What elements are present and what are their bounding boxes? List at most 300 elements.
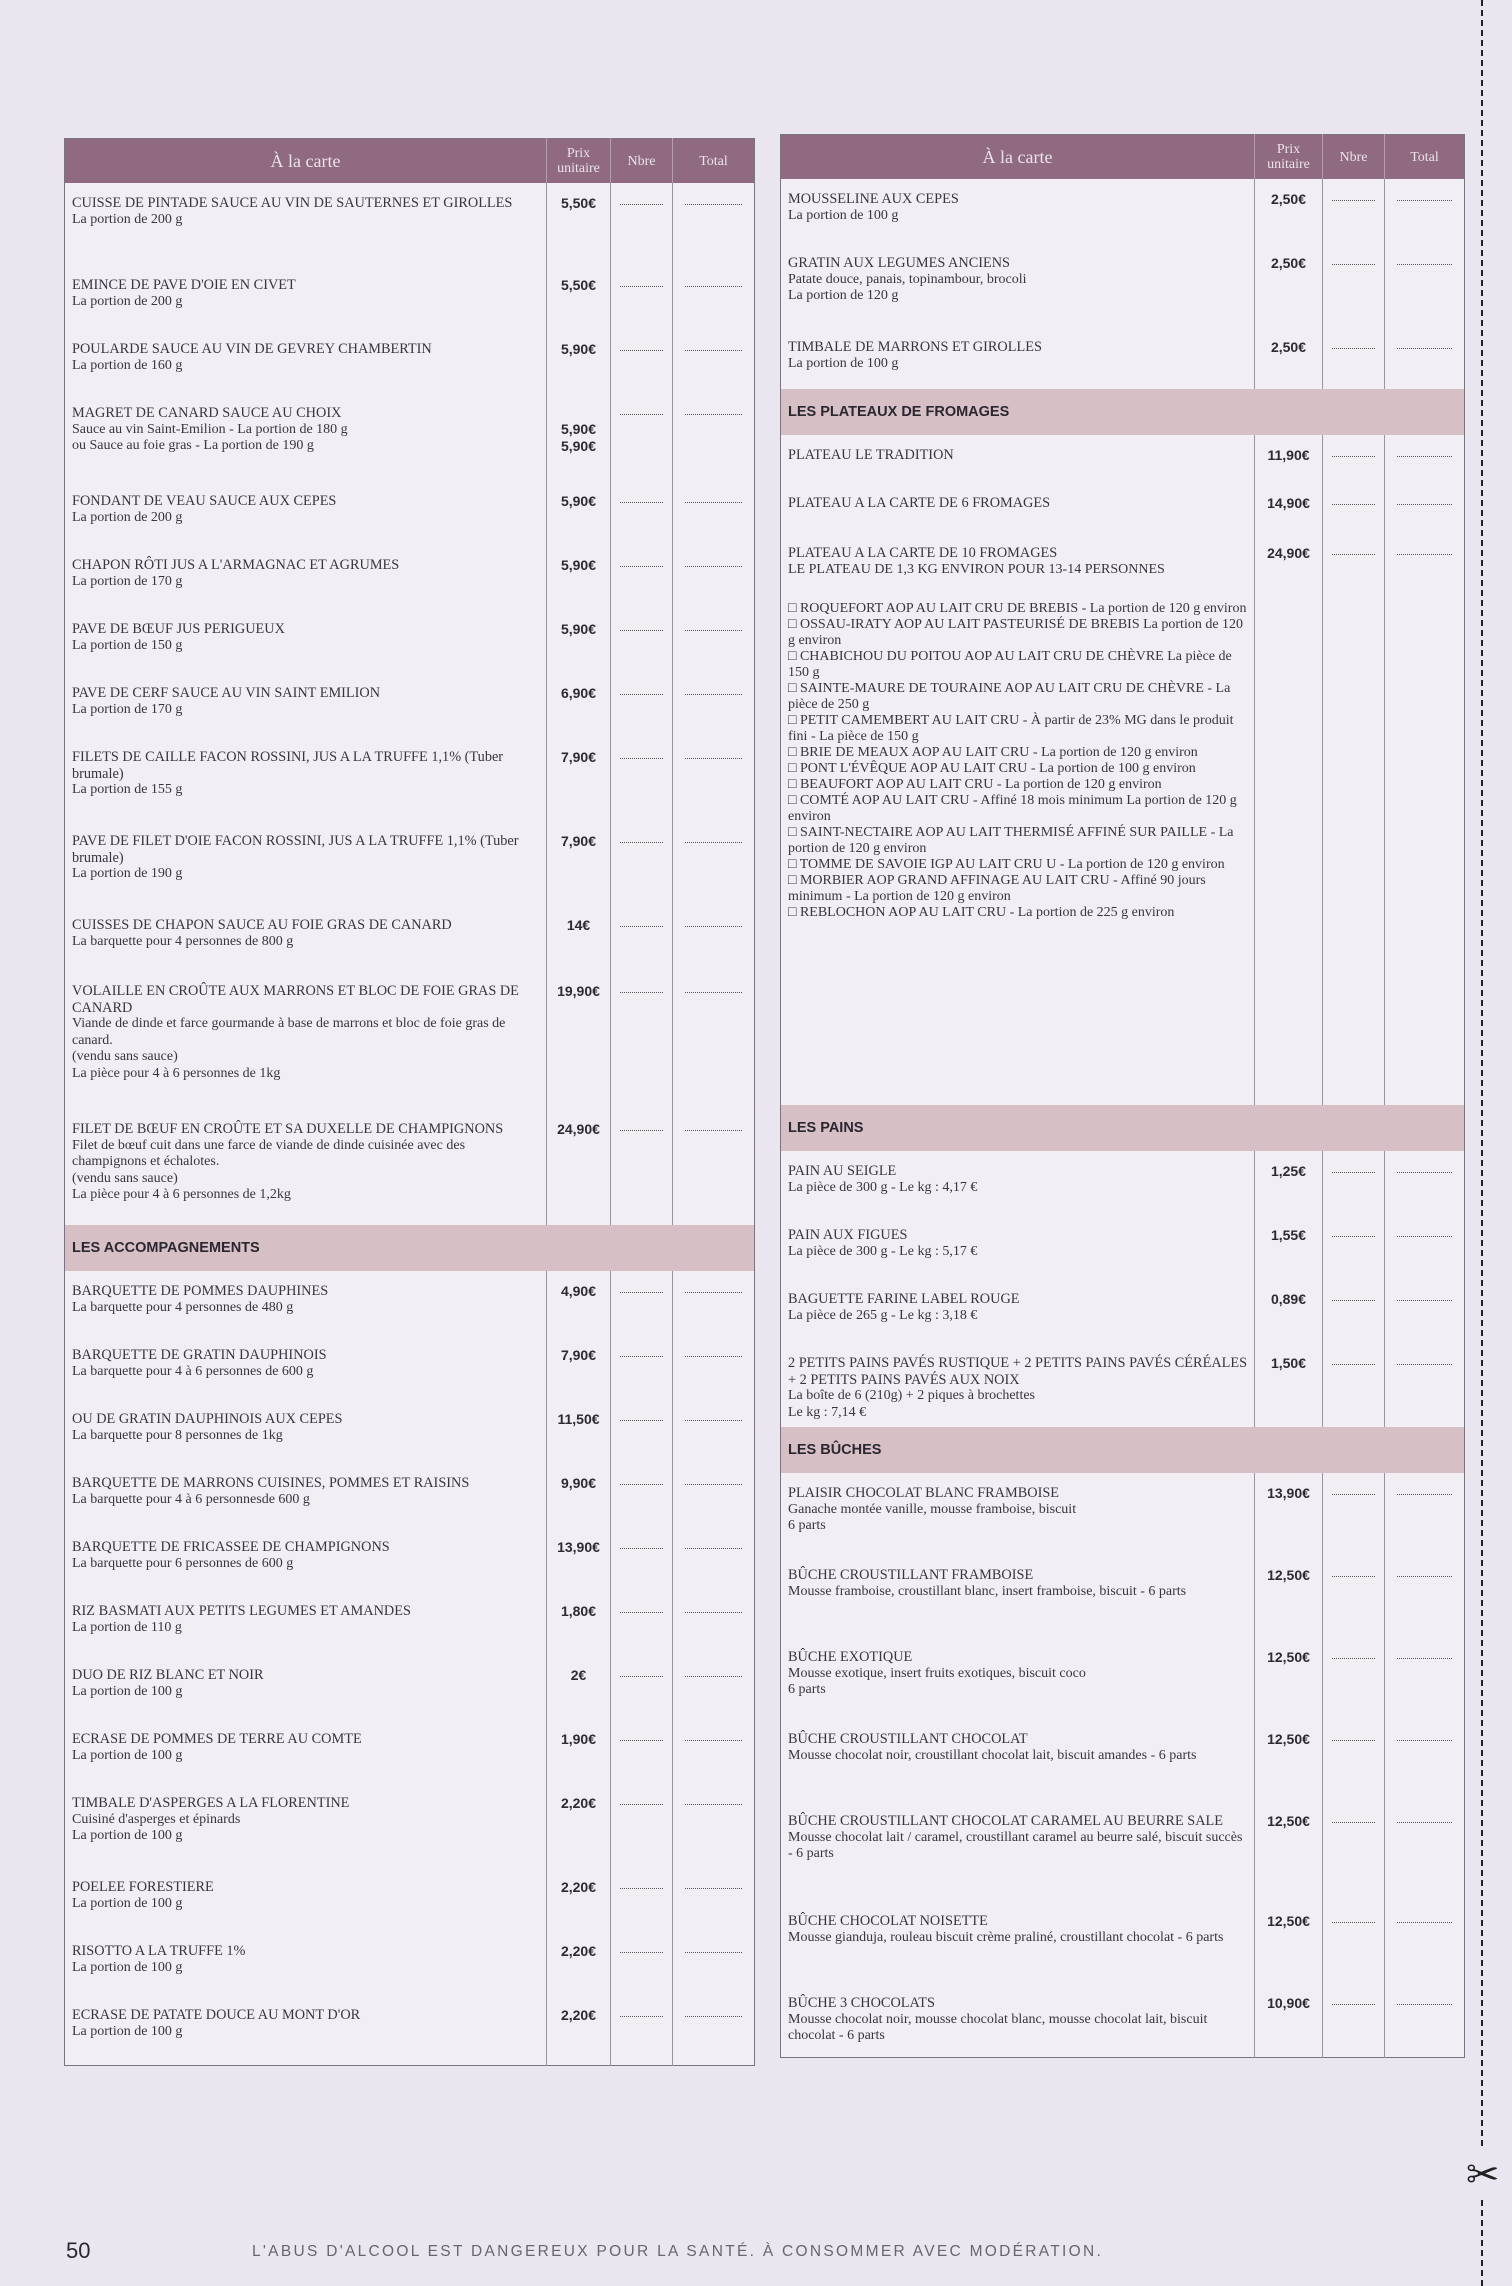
item-price xyxy=(1255,1343,1323,1427)
menu-item-row xyxy=(781,1473,1465,1555)
total-field[interactable] xyxy=(1385,1279,1465,1343)
quantity-field[interactable] xyxy=(611,1399,673,1463)
price-value: 1,25€ xyxy=(1270,1163,1307,1179)
total-field[interactable] xyxy=(673,1867,755,1931)
dotted-line xyxy=(620,983,663,993)
item-description xyxy=(65,265,547,329)
dotted-line xyxy=(685,1411,742,1421)
dotted-line xyxy=(1332,1813,1375,1823)
item-detail: La portion de 100 g xyxy=(788,207,899,223)
quantity-field[interactable] xyxy=(1323,1983,1385,2057)
item-detail: Viande de dinde et farce gourmande à base de marrons et bloc de foie gras de canard. xyxy=(72,1016,506,1048)
total-field[interactable] xyxy=(673,1109,755,1225)
alcohol-warning: L'ABUS D'ALCOOL EST DANGEREUX POUR LA SANTÉ. À CONSOMMER AVEC MODÉRATION. xyxy=(252,2243,1104,2260)
item-name: CUISSE DE PINTADE SAUCE AU VIN DE SAUTERNES ET GIROLLES xyxy=(72,195,513,211)
total-field[interactable] xyxy=(1385,1719,1465,1801)
price-value: 1,55€ xyxy=(1270,1227,1307,1243)
cheese-checkbox-item[interactable]: □ SAINTE-MAURE DE TOURAINE AOP AU LAIT CRU DE CHÈVRE - La pièce de 250 g xyxy=(788,681,1231,712)
total-field[interactable] xyxy=(1385,1901,1465,1983)
price-value: 0,89€ xyxy=(1270,1291,1307,1307)
item-price xyxy=(547,1931,611,1995)
price-value: 7,90€ xyxy=(560,1347,597,1363)
dotted-line xyxy=(685,1347,742,1357)
dotted-line xyxy=(1397,339,1452,349)
price-value: 12,50€ xyxy=(1267,1567,1310,1583)
dotted-line xyxy=(1332,255,1375,265)
item-detail: ou Sauce au foie gras - La portion de 190 g xyxy=(72,438,314,453)
item-detail: Mousse framboise, croustillant blanc, insert framboise, biscuit - 6 parts xyxy=(788,1583,1187,1599)
item-description xyxy=(781,1151,1255,1215)
total-field[interactable] xyxy=(673,1783,755,1867)
menu-item-row xyxy=(65,1995,755,2065)
quantity-field[interactable] xyxy=(611,393,673,481)
price-value: 5,50€ xyxy=(560,277,597,293)
dotted-line xyxy=(620,1347,663,1357)
total-field[interactable] xyxy=(673,1719,755,1783)
quantity-field[interactable] xyxy=(611,1931,673,1995)
quantity-field[interactable] xyxy=(611,265,673,329)
item-name: CUISSES DE CHAPON SAUCE AU FOIE GRAS DE CANARD xyxy=(72,917,452,933)
item-detail: La barquette pour 4 personnes de 800 g xyxy=(72,933,294,949)
total-field[interactable] xyxy=(1385,1151,1465,1215)
price-value: 12,50€ xyxy=(1267,1649,1310,1665)
price-value: 14€ xyxy=(566,917,591,933)
quantity-field[interactable] xyxy=(611,1783,673,1867)
quantity-field[interactable] xyxy=(1323,1343,1385,1427)
price-value: 10,90€ xyxy=(1267,1995,1310,2011)
dotted-line xyxy=(1332,191,1375,201)
quantity-field[interactable] xyxy=(611,481,673,545)
item-price xyxy=(1255,591,1323,1105)
dotted-line xyxy=(1397,1913,1452,1923)
item-name: FILET DE BŒUF EN CROÛTE ET SA DUXELLE DE CHAMPIGNONS xyxy=(72,1121,504,1137)
item-name: 2 PETITS PAINS PAVÉS RUSTIQUE + 2 PETITS PAINS PAVÉS CÉRÉALES + 2 PETITS PAINS PAVÉS AUX NOIX xyxy=(788,1355,1248,1388)
price-value: 2,50€ xyxy=(1270,339,1307,355)
dotted-line xyxy=(685,557,742,567)
item-description xyxy=(65,821,547,905)
item-detail: La pièce de 265 g - Le kg : 3,18 € xyxy=(788,1307,978,1323)
quantity-field[interactable] xyxy=(611,1591,673,1655)
item-detail: La pièce de 300 g - Le kg : 4,17 € xyxy=(788,1179,978,1195)
price-value: 11,50€ xyxy=(557,1411,600,1427)
menu-item-row xyxy=(781,1279,1465,1343)
total-field[interactable] xyxy=(1385,1343,1465,1427)
item-description xyxy=(65,1463,547,1527)
quantity-field[interactable] xyxy=(611,1463,673,1527)
header-a-la-carte: À la carte xyxy=(781,135,1255,180)
menu-item-row xyxy=(65,1655,755,1719)
quantity-field[interactable] xyxy=(1323,1901,1385,1983)
item-price xyxy=(1255,1983,1323,2057)
item-detail: Mousse exotique, insert fruits exotiques, biscuit coco xyxy=(788,1665,1086,1681)
item-detail: 6 parts xyxy=(788,1518,826,1533)
item-price xyxy=(547,265,611,329)
quantity-field[interactable] xyxy=(1323,1151,1385,1215)
price-value: 7,90€ xyxy=(560,833,597,849)
left-menu-table xyxy=(64,138,755,2066)
item-detail: La barquette pour 6 personnes de 600 g xyxy=(72,1555,294,1571)
dotted-line xyxy=(620,1283,663,1293)
dotted-line xyxy=(1397,1813,1452,1823)
quantity-field[interactable] xyxy=(611,183,673,265)
total-field[interactable] xyxy=(1385,533,1465,591)
item-detail: Mousse chocolat lait / caramel, croustillant caramel au beurre salé, biscuit succès - 6 parts xyxy=(788,1829,1243,1861)
item-name: GRATIN AUX LEGUMES ANCIENS xyxy=(788,255,1011,271)
dotted-line xyxy=(685,621,742,631)
cheese-checkbox-item[interactable]: □ CHABICHOU DU POITOU AOP AU LAIT CRU DE CHÈVRE La pièce de 150 g xyxy=(788,649,1232,680)
cheese-checkbox-item[interactable]: □ COMTÉ AOP AU LAIT CRU - Affiné 18 mois minimum La portion de 120 g environ xyxy=(788,793,1237,824)
item-price xyxy=(547,905,611,971)
menu-item-row xyxy=(65,673,755,737)
menu-item-row xyxy=(65,609,755,673)
item-description xyxy=(65,1655,547,1719)
total-field[interactable] xyxy=(673,905,755,971)
total-field[interactable] xyxy=(673,481,755,545)
menu-item-row xyxy=(781,1637,1465,1719)
total-field[interactable] xyxy=(673,329,755,393)
cheese-checkbox-item[interactable]: □ PONT L'ÉVÊQUE AOP AU LAIT CRU - La portion de 100 g environ xyxy=(788,761,1196,776)
item-description xyxy=(781,533,1255,591)
menu-item-row xyxy=(65,1463,755,1527)
total-field[interactable] xyxy=(673,1655,755,1719)
dotted-line xyxy=(1397,545,1452,555)
quantity-field[interactable] xyxy=(611,821,673,905)
dotted-line xyxy=(1397,1227,1452,1237)
cheese-list xyxy=(781,591,1255,1105)
header-total: Total xyxy=(1385,135,1465,180)
dotted-line xyxy=(620,1667,663,1677)
menu-item-row xyxy=(65,1109,755,1225)
dotted-line xyxy=(620,917,663,927)
menu-item-row xyxy=(65,971,755,1109)
item-price xyxy=(1255,1901,1323,1983)
price-value: 2,50€ xyxy=(1270,255,1307,271)
item-description xyxy=(65,609,547,673)
quantity-field[interactable] xyxy=(1323,243,1385,327)
section-header xyxy=(781,1105,1465,1151)
total-field[interactable] xyxy=(1385,327,1465,389)
item-description xyxy=(781,1555,1255,1637)
item-price xyxy=(1255,179,1323,243)
price-value: 12,50€ xyxy=(1267,1731,1310,1747)
dotted-line xyxy=(1397,1485,1452,1495)
menu-item-row xyxy=(781,1983,1465,2057)
quantity-field[interactable] xyxy=(1323,1555,1385,1637)
price-value: 5,90€ xyxy=(560,621,597,637)
item-description xyxy=(781,1215,1255,1279)
total-field[interactable] xyxy=(1385,243,1465,327)
dotted-line xyxy=(620,1795,663,1805)
header-nbre: Nbre xyxy=(611,139,673,184)
total-field[interactable] xyxy=(673,393,755,481)
dotted-line xyxy=(1332,545,1375,555)
item-price xyxy=(1255,1555,1323,1637)
item-description xyxy=(781,1473,1255,1555)
quantity-field[interactable] xyxy=(1323,1279,1385,1343)
total-field[interactable] xyxy=(673,545,755,609)
item-detail: Mousse gianduja, rouleau biscuit crème praliné, croustillant chocolat - 6 parts xyxy=(788,1929,1224,1945)
quantity-field[interactable] xyxy=(611,971,673,1109)
dotted-line xyxy=(1332,1913,1375,1923)
item-detail: La barquette pour 8 personnes de 1kg xyxy=(72,1427,283,1443)
quantity-field[interactable] xyxy=(611,545,673,609)
item-description xyxy=(65,905,547,971)
total-field[interactable] xyxy=(673,821,755,905)
total-field[interactable] xyxy=(673,1335,755,1399)
item-price xyxy=(1255,1801,1323,1901)
dotted-line xyxy=(1332,447,1375,457)
quantity-field[interactable] xyxy=(1323,533,1385,591)
item-description xyxy=(781,1637,1255,1719)
price-value: 12,50€ xyxy=(1267,1913,1310,1929)
total-field[interactable] xyxy=(1385,1637,1465,1719)
item-description xyxy=(781,1801,1255,1901)
item-price xyxy=(547,1109,611,1225)
item-name: POULARDE SAUCE AU VIN DE GEVREY CHAMBERTIN xyxy=(72,341,432,357)
menu-item-row xyxy=(65,1399,755,1463)
item-description xyxy=(781,1279,1255,1343)
menu-item-row xyxy=(781,1215,1465,1279)
cheese-checkbox-item[interactable]: □ MORBIER AOP GRAND AFFINAGE AU LAIT CRU - Affiné 90 jours minimum - La portion de 120 g environ xyxy=(788,873,1206,904)
item-name: PLATEAU A LA CARTE DE 6 FROMAGES xyxy=(788,495,1051,511)
menu-item-row xyxy=(65,821,755,905)
quantity-field[interactable] xyxy=(1323,1801,1385,1901)
quantity-field[interactable] xyxy=(1323,1215,1385,1279)
item-description xyxy=(65,1719,547,1783)
dotted-line xyxy=(685,1731,742,1741)
item-price xyxy=(547,1591,611,1655)
item-detail: La boîte de 6 (210g) + 2 piques à brochettes xyxy=(788,1388,1035,1403)
item-name: BARQUETTE DE MARRONS CUISINES, POMMES ET RAISINS xyxy=(72,1475,470,1491)
quantity-field[interactable] xyxy=(611,1655,673,1719)
quantity-field[interactable] xyxy=(611,1867,673,1931)
dotted-line xyxy=(620,1475,663,1485)
cheese-checkbox-item[interactable]: □ BRIE DE MEAUX AOP AU LAIT CRU - La portion de 120 g environ xyxy=(788,745,1198,760)
item-detail: La portion de 150 g xyxy=(72,637,183,653)
item-price xyxy=(547,821,611,905)
cheese-checkbox-item[interactable]: □ PETIT CAMEMBERT AU LAIT CRU - À partir de 23% MG dans le produit fini - La pièce de 150 g xyxy=(788,713,1234,744)
item-name: ECRASE DE POMMES DE TERRE AU COMTE xyxy=(72,1731,362,1747)
dotted-line xyxy=(685,1475,742,1485)
quantity-field[interactable] xyxy=(1323,1473,1385,1555)
total-field[interactable] xyxy=(673,1399,755,1463)
menu-item-row xyxy=(781,1151,1465,1215)
total-field[interactable] xyxy=(673,183,755,265)
dotted-line xyxy=(1397,1291,1452,1301)
scissors-icon: ✂ xyxy=(1466,2152,1500,2198)
item-description xyxy=(781,1343,1255,1427)
item-detail: Cuisiné d'asperges et épinards xyxy=(72,1811,241,1827)
item-price xyxy=(547,393,611,481)
dotted-line xyxy=(1332,339,1375,349)
dotted-line xyxy=(685,1539,742,1549)
item-name: PAIN AU SEIGLE xyxy=(788,1163,897,1179)
quantity-field[interactable] xyxy=(611,905,673,971)
price-value: 2,20€ xyxy=(560,2007,597,2023)
quantity-field[interactable] xyxy=(611,329,673,393)
item-detail: La portion de 100 g xyxy=(72,2023,183,2039)
dotted-line xyxy=(1332,1355,1375,1365)
quantity-field[interactable] xyxy=(611,737,673,821)
dotted-line xyxy=(685,1667,742,1677)
dotted-line xyxy=(685,1603,742,1613)
total-field[interactable] xyxy=(673,1527,755,1591)
item-name: BARQUETTE DE POMMES DAUPHINES xyxy=(72,1283,329,1299)
item-description xyxy=(65,329,547,393)
item-name: OU DE GRATIN DAUPHINOIS AUX CEPES xyxy=(72,1411,343,1427)
total-field[interactable] xyxy=(673,1463,755,1527)
total-field[interactable] xyxy=(673,737,755,821)
quantity-field[interactable] xyxy=(611,1335,673,1399)
total-field[interactable] xyxy=(1385,1801,1465,1901)
quantity-field[interactable] xyxy=(1323,1637,1385,1719)
menu-item-row xyxy=(781,483,1465,533)
total-field[interactable] xyxy=(673,1591,755,1655)
price-value: 5,90€ xyxy=(560,421,597,437)
total-field[interactable] xyxy=(673,265,755,329)
quantity-field[interactable] xyxy=(611,673,673,737)
dotted-line xyxy=(685,1879,742,1889)
price-value: 13,90€ xyxy=(1267,1485,1310,1501)
menu-item-row xyxy=(781,1719,1465,1801)
total-field[interactable] xyxy=(1385,483,1465,533)
item-detail: La portion de 190 g xyxy=(72,866,183,881)
cheese-checkbox-item[interactable]: □ REBLOCHON AOP AU LAIT CRU - La portion de 225 g environ xyxy=(788,905,1175,920)
price-value: 2€ xyxy=(570,1667,587,1683)
item-price xyxy=(547,1399,611,1463)
menu-item-row xyxy=(65,393,755,481)
item-price xyxy=(547,1783,611,1867)
section-header xyxy=(781,1427,1465,1473)
dotted-line xyxy=(685,1283,742,1293)
dotted-line xyxy=(1397,1995,1452,2005)
total-field[interactable] xyxy=(1385,179,1465,243)
cheese-checkbox-item[interactable]: □ ROQUEFORT AOP AU LAIT CRU DE BREBIS - La portion de 120 g environ xyxy=(788,601,1247,616)
cut-line xyxy=(1481,0,1483,2286)
total-field[interactable] xyxy=(1385,435,1465,483)
item-description xyxy=(65,673,547,737)
item-name: FONDANT DE VEAU SAUCE AUX CEPES xyxy=(72,493,337,509)
quantity-field[interactable] xyxy=(1323,327,1385,389)
item-detail: Le kg : 7,14 € xyxy=(788,1404,867,1420)
dotted-line xyxy=(620,341,663,351)
item-description xyxy=(781,243,1255,327)
dotted-line xyxy=(1397,1355,1452,1365)
menu-item-row xyxy=(65,737,755,821)
item-price xyxy=(1255,533,1323,591)
item-name: MAGRET DE CANARD SAUCE AU CHOIX xyxy=(72,405,342,421)
item-description xyxy=(65,1527,547,1591)
total-field[interactable] xyxy=(1385,1555,1465,1637)
item-detail: La portion de 120 g xyxy=(788,288,899,303)
total-field[interactable] xyxy=(1385,1473,1465,1555)
dotted-line xyxy=(685,2007,742,2017)
quantity-field[interactable] xyxy=(611,609,673,673)
menu-item-row xyxy=(65,1271,755,1335)
total-field[interactable] xyxy=(673,1995,755,2065)
dotted-line xyxy=(620,749,663,759)
section-title: LES BÛCHES xyxy=(781,1427,1465,1473)
total-field[interactable] xyxy=(1385,1215,1465,1279)
menu-item-row xyxy=(781,179,1465,243)
total-field[interactable] xyxy=(673,971,755,1109)
price-value: 5,90€ xyxy=(560,341,597,357)
item-price xyxy=(1255,1279,1323,1343)
total-field[interactable] xyxy=(673,609,755,673)
item-detail: La portion de 100 g xyxy=(72,1895,183,1911)
dotted-line xyxy=(685,1943,742,1953)
cheese-checkbox-item[interactable]: □ OSSAU-IRATY AOP AU LAIT PASTEURISÉ DE BREBIS La portion de 120 g environ xyxy=(788,617,1244,648)
dotted-line xyxy=(1397,255,1452,265)
item-detail: La pièce pour 4 à 6 personnes de 1,2kg xyxy=(72,1187,291,1202)
dotted-line xyxy=(1332,1485,1375,1495)
item-price xyxy=(547,737,611,821)
total-field[interactable] xyxy=(673,1931,755,1995)
item-description xyxy=(781,483,1255,533)
item-description xyxy=(781,1901,1255,1983)
item-detail: La barquette pour 4 à 6 personnes de 600 g xyxy=(72,1363,314,1379)
quantity-field[interactable] xyxy=(611,1271,673,1335)
item-name: BÛCHE CROUSTILLANT FRAMBOISE xyxy=(788,1567,1034,1583)
cheese-checkbox-item[interactable]: □ SAINT-NECTAIRE AOP AU LAIT THERMISÉ AFFINÉ SUR PAILLE - La portion de 120 g environ xyxy=(788,825,1234,856)
menu-item-row xyxy=(65,329,755,393)
price-value: 5,90€ xyxy=(560,437,597,454)
total-field[interactable] xyxy=(673,1271,755,1335)
section-header xyxy=(781,389,1465,435)
menu-item-row xyxy=(65,1719,755,1783)
dotted-line xyxy=(685,195,742,205)
cheese-checkbox-item[interactable]: □ TOMME DE SAVOIE IGP AU LAIT CRU U - La portion de 120 g environ xyxy=(788,857,1225,872)
dotted-line xyxy=(1332,1995,1375,2005)
dotted-line xyxy=(685,833,742,843)
header-a-la-carte: À la carte xyxy=(65,139,547,184)
quantity-field[interactable] xyxy=(1323,483,1385,533)
quantity-field[interactable] xyxy=(1323,1719,1385,1801)
price-value: 19,90€ xyxy=(557,983,600,999)
cheese-checkbox-item[interactable]: □ BEAUFORT AOP AU LAIT CRU - La portion de 120 g environ xyxy=(788,777,1162,792)
quantity-field[interactable] xyxy=(611,1527,673,1591)
item-detail: La portion de 110 g xyxy=(72,1619,182,1635)
menu-item-row xyxy=(65,905,755,971)
quantity-field[interactable] xyxy=(1323,179,1385,243)
quantity-field[interactable] xyxy=(611,1109,673,1225)
price-value: 5,90€ xyxy=(560,493,597,509)
total-field[interactable] xyxy=(673,673,755,737)
dotted-line xyxy=(620,277,663,287)
total-field[interactable] xyxy=(1385,591,1465,1105)
price-value: 4,90€ xyxy=(560,1283,597,1299)
item-detail: Ganache montée vanille, mousse framboise, biscuit xyxy=(788,1501,1077,1517)
item-detail: La portion de 100 g xyxy=(788,355,899,371)
item-name: DUO DE RIZ BLANC ET NOIR xyxy=(72,1667,264,1683)
item-detail: La portion de 100 g xyxy=(72,1683,183,1699)
item-name: EMINCE DE PAVE D'OIE EN CIVET xyxy=(72,277,296,293)
item-price xyxy=(1255,1473,1323,1555)
quantity-field[interactable] xyxy=(611,1995,673,2065)
item-detail: La portion de 170 g xyxy=(72,701,183,717)
dotted-line xyxy=(620,621,663,631)
dotted-line xyxy=(620,1731,663,1741)
item-price xyxy=(547,971,611,1109)
quantity-field[interactable] xyxy=(1323,435,1385,483)
item-detail: (vendu sans sauce) xyxy=(72,1049,178,1064)
quantity-field[interactable] xyxy=(611,1719,673,1783)
header-total: Total xyxy=(673,139,755,184)
item-description xyxy=(65,481,547,545)
total-field[interactable] xyxy=(1385,1983,1465,2057)
table-header xyxy=(65,139,755,184)
quantity-field[interactable] xyxy=(1323,591,1385,1105)
